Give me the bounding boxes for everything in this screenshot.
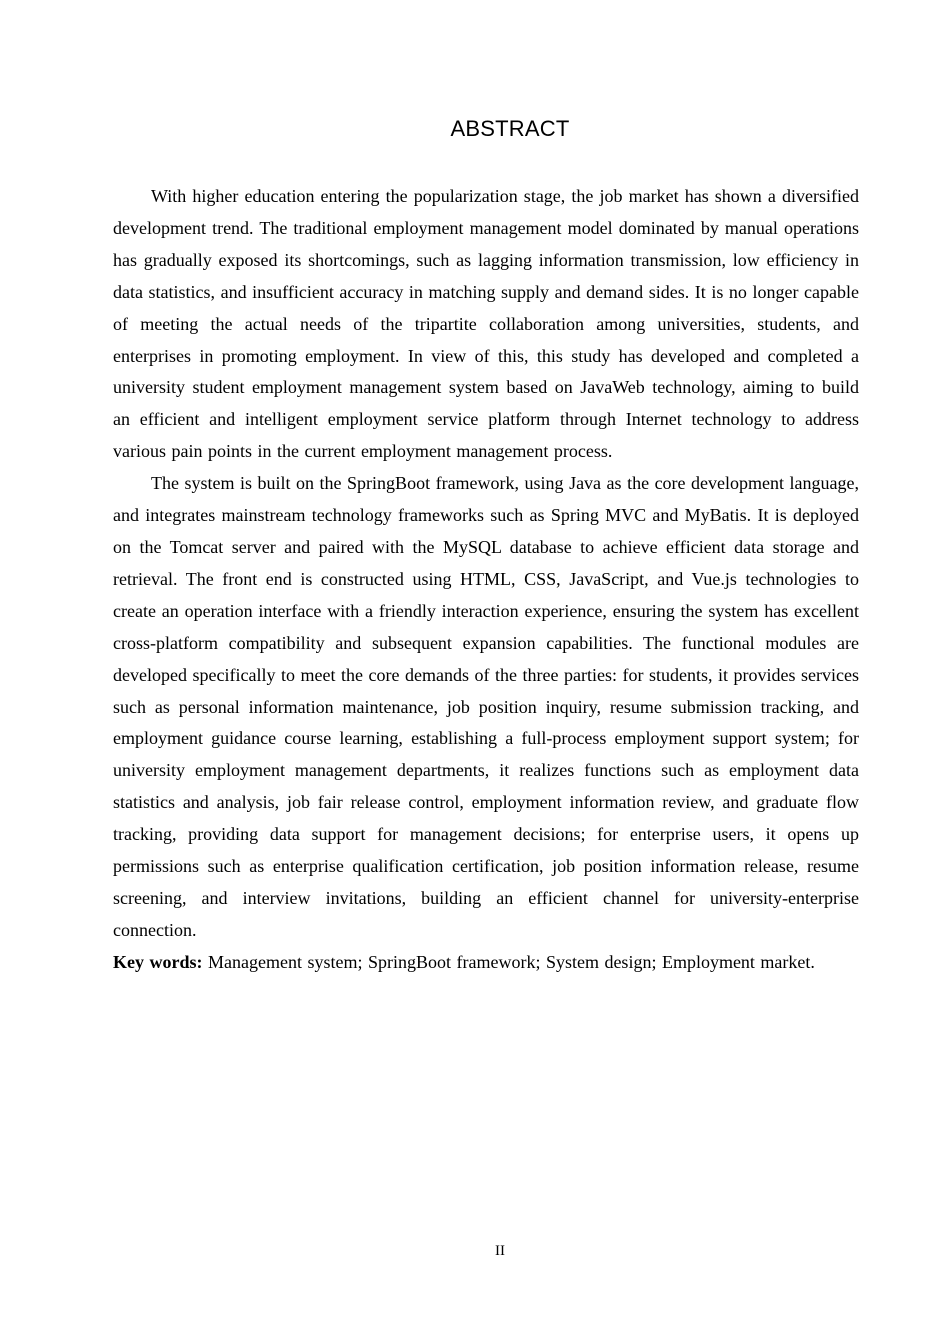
abstract-paragraph-2: The system is built on the SpringBoot framework, using Java as the core development language, and integrates mainstream technology frameworks such as Spring MVC and MyBatis. It is deployed on the Tomcat server and paired with the MySQL database to achieve efficient data storage and retrieval. The front end is constructed using HTML, CSS, JavaScript, and Vue.js technologies to create an operation interface with a friendly interaction experience, ensuring the system has excellent cross-platform compatibility and subsequent expansion capabilities. The functional modules are developed specifically to meet the core demands of the three parties: for students, it provides services such as personal information maintenance, job position inquiry, resume submission tracking, and employment guidance course learning, establishing a full-process employment support system; for university employment management departments, it realizes functions such as employment data statistics and analysis, job fair release control, employment information review, and graduate flow tracking, providing data support for management decisions; for enterprise users, it opens up permissions such as enterprise qualification certification, job position information release, resume screening, and interview invitations, building an efficient channel for university-enterprise connection. — [113, 473, 859, 940]
keywords-label: Key words: — [113, 951, 203, 972]
abstract-title: ABSTRACT — [450, 116, 570, 141]
abstract-body — [113, 181, 859, 979]
keywords-text: Management system; SpringBoot framework; System design; Employment market. — [208, 951, 815, 972]
keywords-line — [113, 947, 859, 979]
abstract-paragraph-1: With higher education entering the popularization stage, the job market has shown a diversified development trend. The traditional employment management model dominated by manual operations has gradually exposed its shortcomings, such as lagging information transmission, low efficiency in data statistics, and insufficient accuracy in matching supply and demand sides. It is no longer capable of meeting the actual needs of the tripartite collaboration among universities, students, and enterprises in promoting employment. In view of this, this study has developed and completed a university student employment management system based on JavaWeb technology, aiming to build an efficient and intelligent employment service platform through Internet technology to address various pain points in the current employment management process. — [113, 186, 859, 462]
page-number: II — [495, 1243, 505, 1259]
